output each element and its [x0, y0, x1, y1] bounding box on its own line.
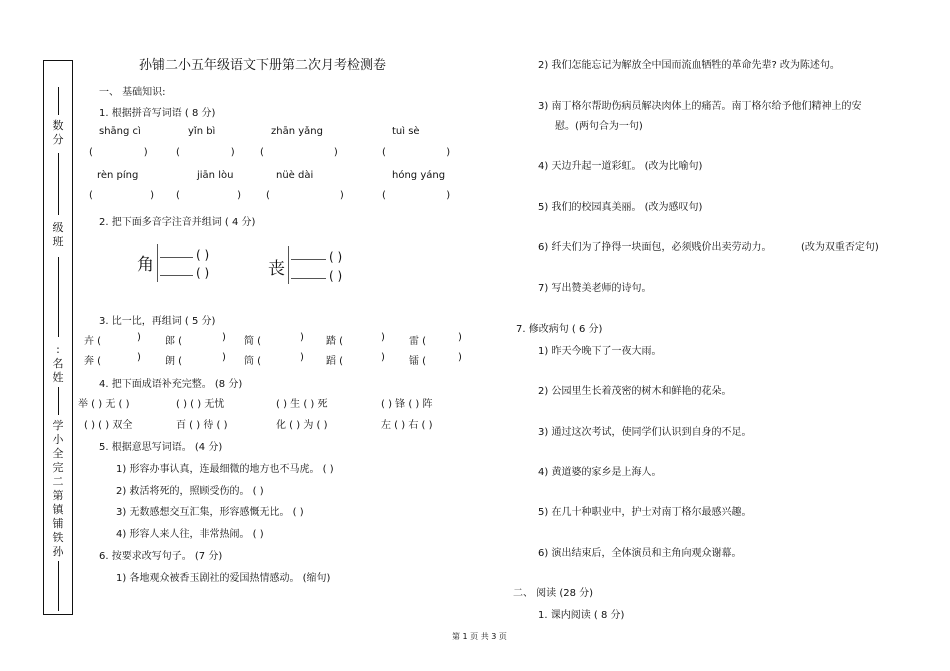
- polyphone-char-1: 角: [137, 255, 154, 275]
- correction-item: 1) 昨天今晚下了一夜大雨。: [538, 346, 662, 357]
- answer-bracket: ( ): [176, 147, 235, 158]
- idiom-item: 左 ( ) 右 ( ): [381, 420, 433, 431]
- answer-bracket: ( ): [382, 147, 451, 158]
- bracket-close: ): [381, 352, 385, 363]
- school-label: 学小全完二第镇铺铁孙: [52, 419, 64, 558]
- rewrite-item: 5) 我们的校园真美丽。 (改为感叹句): [538, 202, 703, 213]
- dash-line: [160, 257, 193, 258]
- q4-label: 4. 把下面成语补充完整。 (8 分): [99, 379, 243, 390]
- pinyin-item: zhān yǎng: [271, 126, 323, 137]
- fill-line: [58, 561, 59, 611]
- answer-bracket: ( ): [89, 147, 148, 158]
- definition-item: 4) 形容人来人往，非常热闹。 ( ): [116, 529, 264, 540]
- exam-title: 孙铺二小五年级语文下册第二次月考检测卷: [139, 58, 387, 73]
- bracket-close: ): [137, 352, 141, 363]
- q1-label: 1. 根据拼音写词语 ( 8 分): [99, 108, 216, 119]
- rewrite-item-note: (改为双重否定句): [801, 242, 879, 253]
- pinyin-item: hóng yáng: [392, 170, 446, 181]
- compare-char: 郎 (: [165, 336, 183, 347]
- brace-line: [157, 244, 158, 282]
- correction-item: 6) 演出结束后，全体演员和主角向观众谢幕。: [538, 548, 742, 559]
- compare-char: 卉 (: [84, 336, 102, 347]
- fill-line: [58, 153, 59, 215]
- polyphone-char-2: 丧: [268, 259, 285, 279]
- rewrite-item: 2) 我们怎能忘记为解放全中国而流血牺牲的革命先辈? 改为陈述句。: [538, 60, 840, 71]
- compare-char: 镭 (: [409, 356, 427, 367]
- bracket-close: ): [137, 332, 141, 343]
- answer-bracket: ( ): [329, 269, 343, 283]
- q7-label: 7. 修改病句 ( 6 分): [516, 324, 603, 335]
- pinyin-item: nüè dài: [276, 170, 314, 181]
- correction-item: 2) 公园里生长着茂密的树木和鲜艳的花朵。: [538, 386, 732, 397]
- idiom-item: 百 ( ) 待 ( ): [176, 420, 228, 431]
- compare-char: 踏 (: [326, 336, 344, 347]
- section-2-heading: 二、 阅读 (28 分): [513, 588, 594, 599]
- dash-line: [160, 275, 193, 276]
- fill-line: [58, 257, 59, 337]
- answer-bracket: ( ): [89, 190, 155, 201]
- score-label: 数分: [52, 119, 64, 146]
- dash-line: [291, 278, 326, 279]
- answer-bracket: ( ): [329, 250, 343, 264]
- definition-item: 2) 救活将死的，照顾受伤的。 ( ): [116, 486, 264, 497]
- idiom-item: 化 ( ) 为 ( ): [276, 420, 328, 431]
- rewrite-item: 3) 南丁格尔帮助伤病员解决肉体上的痛苦。南丁格尔给予他们精神上的安: [538, 101, 862, 112]
- q6-label: 6. 按要求改写句子。 (7 分): [99, 551, 223, 562]
- definition-item: 3) 无数感想交互汇集，形容感慨无比。 ( ): [116, 507, 304, 518]
- q3-label: 3. 比一比，再组词 ( 5 分): [99, 316, 216, 327]
- correction-item: 3) 通过这次考试，使同学们认识到自身的不足。: [538, 427, 752, 438]
- definition-item: 1) 形容办事认真，连最细微的地方也不马虎。 ( ): [116, 464, 334, 475]
- binding-margin: [43, 60, 73, 615]
- compare-char: 奔 (: [84, 356, 102, 367]
- compare-char: 朗 (: [165, 356, 183, 367]
- pinyin-item: yǐn bì: [188, 126, 216, 137]
- rewrite-item: 6) 纤夫们为了挣得一块面包，必须贱价出卖劳动力。: [538, 242, 772, 253]
- q2-label: 2. 把下面多音字注音并组词 ( 4 分): [99, 217, 256, 228]
- answer-bracket: ( ): [176, 190, 242, 201]
- bracket-close: ): [381, 332, 385, 343]
- compare-char: 雷 (: [409, 336, 427, 347]
- rewrite-item-cont: 慰。(两句合为一句): [555, 121, 643, 132]
- bracket-close: ): [300, 352, 304, 363]
- bracket-close: ): [222, 352, 226, 363]
- rewrite-item: 4) 天边升起一道彩虹。 (改为比喻句): [538, 161, 703, 172]
- idiom-item: 举 ( ) 无 ( ): [78, 399, 130, 410]
- dash-line: [291, 259, 326, 260]
- bracket-close: ): [458, 332, 462, 343]
- q5-label: 5. 根据意思写词语。 (4 分): [99, 442, 223, 453]
- answer-bracket: ( ): [196, 266, 210, 280]
- brace-line: [288, 246, 289, 284]
- idiom-item: ( ) 锋 ( ) 阵: [381, 399, 433, 410]
- bracket-close: ): [222, 332, 226, 343]
- pinyin-item: shāng cì: [99, 126, 141, 137]
- fill-line: [58, 387, 59, 415]
- bracket-close: ): [300, 332, 304, 343]
- correction-item: 5) 在几十种职业中，护士对南丁格尔最感兴趣。: [538, 507, 752, 518]
- reading-q1-label: 1. 课内阅读 ( 8 分): [538, 610, 625, 621]
- answer-bracket: ( ): [260, 147, 338, 158]
- pinyin-item: rèn píng: [97, 170, 139, 181]
- compare-char: 简 (: [244, 336, 262, 347]
- pinyin-item: tuì sè: [392, 126, 420, 137]
- rewrite-item: 1) 各地观众被香玉剧社的爱国热情感动。 (缩句): [116, 573, 331, 584]
- compare-char: 筒 (: [244, 356, 262, 367]
- idiom-item: ( ) ( ) 双全: [84, 420, 133, 431]
- name-label: :名姓: [52, 343, 64, 384]
- compare-char: 蹈 (: [326, 356, 344, 367]
- class-label: 级班: [52, 221, 64, 248]
- answer-bracket: ( ): [382, 190, 451, 201]
- correction-item: 4) 黄道婆的家乡是上海人。: [538, 467, 662, 478]
- pinyin-item: jiān lòu: [197, 170, 234, 181]
- page-footer: 第 1 页 共 3 页: [452, 632, 507, 641]
- rewrite-item: 7) 写出赞美老师的诗句。: [538, 283, 652, 294]
- answer-bracket: ( ): [266, 190, 344, 201]
- fill-line: [58, 87, 59, 115]
- section-1-heading: 一、 基础知识:: [99, 87, 166, 98]
- bracket-close: ): [458, 352, 462, 363]
- answer-bracket: ( ): [196, 248, 210, 262]
- idiom-item: ( ) ( ) 无忧: [176, 399, 225, 410]
- idiom-item: ( ) 生 ( ) 死: [276, 399, 328, 410]
